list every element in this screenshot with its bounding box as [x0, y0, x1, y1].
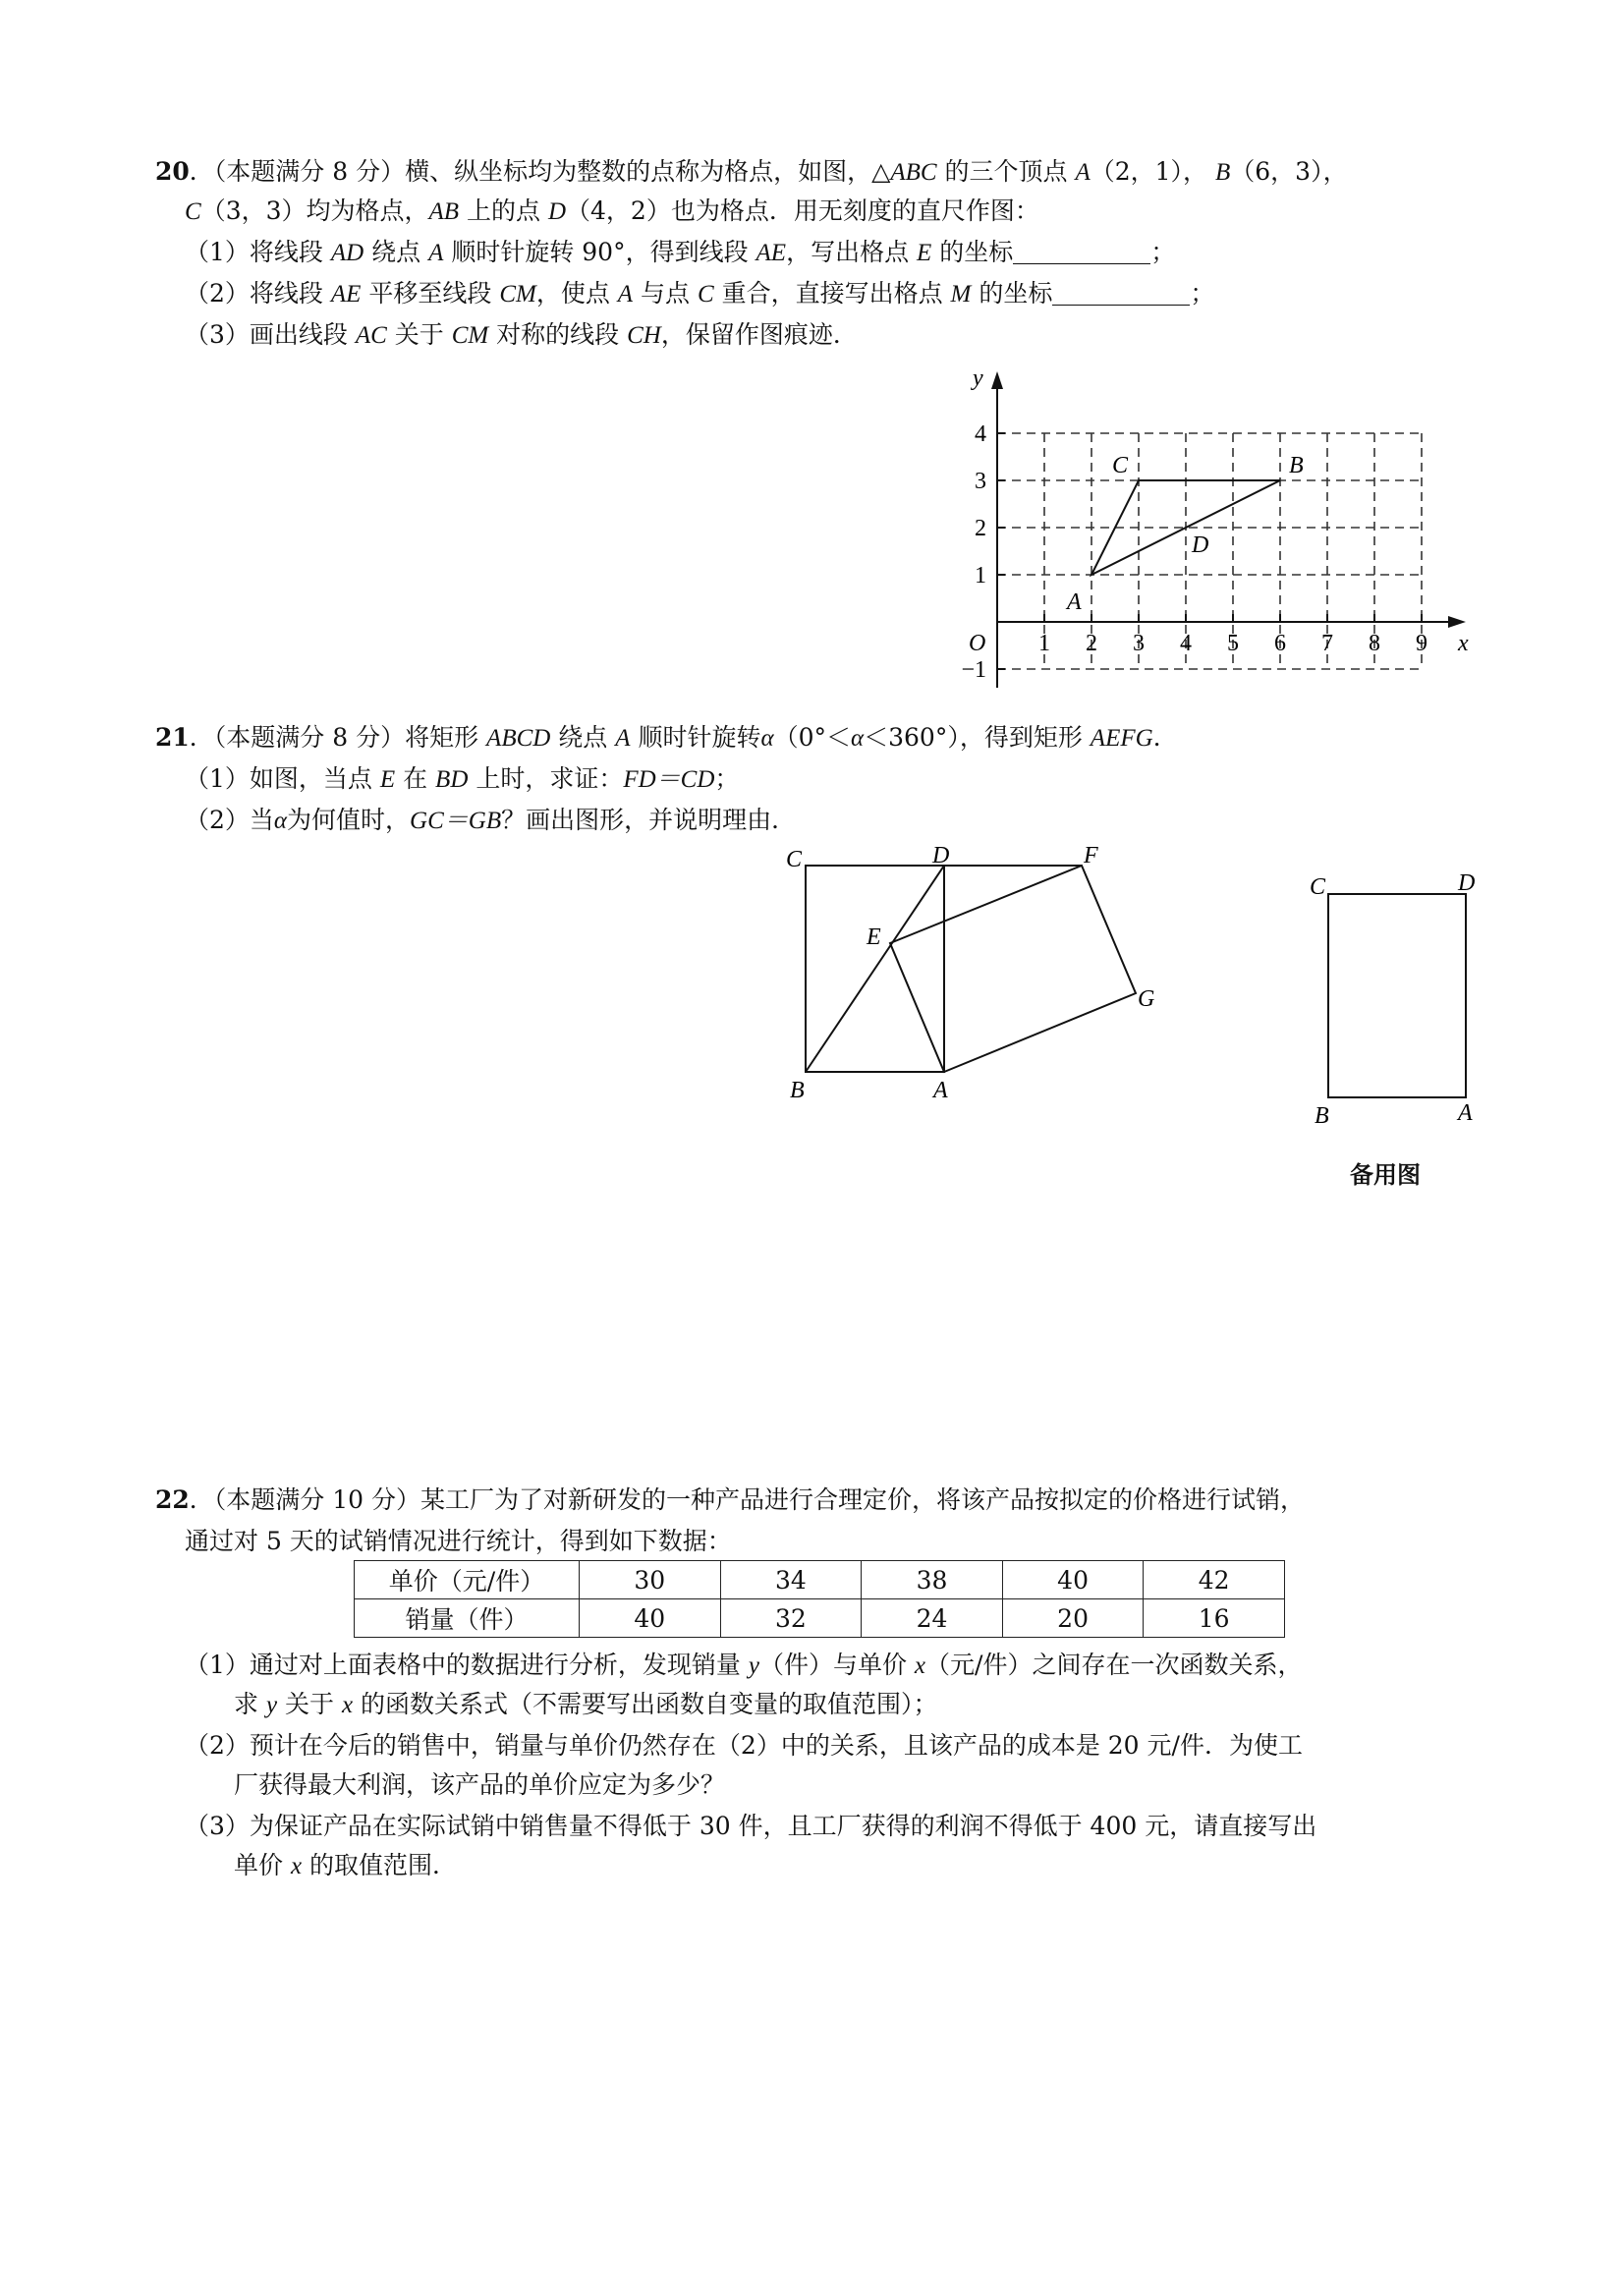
x-tick-label: 1: [1038, 631, 1050, 656]
table-row: [355, 1561, 1285, 1599]
x-tick-label: 2: [1086, 631, 1097, 656]
sales-table: [354, 1560, 1285, 1638]
fig21-label-g: G: [1138, 986, 1155, 1012]
q22-part2-line1: （2）预计在今后的销售中，销量与单价仍然存在（2）中的关系，且该产品的成本是 20 元/件．为使工: [185, 1731, 1303, 1760]
spare-label-d: D: [1458, 870, 1476, 896]
q22-part3-line2: 单价 x 的取值范围．: [234, 1851, 458, 1879]
q20-part3: （3）画出线段 AC 关于 CM 对称的线段 CH，保留作图痕迹．: [185, 320, 858, 349]
table-row: [355, 1599, 1285, 1638]
fig21-label-a: A: [933, 1078, 948, 1103]
fig21-label-c: C: [786, 847, 803, 872]
q22-part3-line1: （3）为保证产品在实际试销中销售量不得低于 30 件，且工厂获得的利润不得低于 400 元，请直接写出: [185, 1812, 1317, 1840]
y-tick-label: 1: [975, 563, 986, 588]
fig21-label-b: B: [790, 1078, 805, 1103]
table-cell: 24: [862, 1599, 1003, 1638]
q21-part2: （2）当α为何值时，GC＝GB？画出图形，并说明理由．: [185, 806, 797, 834]
x-axis-label: x: [1458, 631, 1469, 656]
q21-number: 21: [155, 723, 190, 752]
y-tick-label: 4: [975, 421, 986, 447]
rectangle-aefg: [890, 866, 1136, 1072]
q21-title: 21．（本题满分 8 分）将矩形 ABCD 绕点 A 顺时针旋转α（0°＜α＜360°），得到矩形 AEFG.: [155, 723, 1161, 752]
origin-label: O: [969, 631, 986, 656]
q22-line2: 通过对 5 天的试销情况进行统计，得到如下数据：: [185, 1527, 732, 1555]
fig21-label-f: F: [1084, 843, 1098, 868]
spare-rectangle: [1328, 894, 1466, 1097]
q22-number: 22: [155, 1485, 190, 1514]
table-cell: 30: [580, 1561, 721, 1599]
x-tick-label: 3: [1133, 631, 1145, 656]
segment-bd: [806, 866, 944, 1072]
q20-line2: C（3，3）均为格点，AB 上的点 D（4，2）也为格点．用无刻度的直尺作图：: [185, 196, 1039, 225]
q20-number: 20: [155, 157, 190, 186]
q22-title: 22．（本题满分 10 分）某工厂为了对新研发的一种产品进行合理定价，将该产品按拟定的价格进行试销，: [155, 1485, 1306, 1514]
table-header-cell: 销量（件）: [355, 1599, 580, 1638]
q22-part2-line2: 厂获得最大利润，该产品的单价应定为多少？: [234, 1770, 726, 1799]
spare-label-b: B: [1315, 1103, 1329, 1129]
x-tick-label: 4: [1180, 631, 1192, 656]
point-label-d: D: [1192, 532, 1209, 558]
table-cell: 42: [1144, 1561, 1285, 1599]
spare-figure-caption: 备用图: [1350, 1161, 1421, 1189]
x-tick-label: 5: [1227, 631, 1239, 656]
y-axis-label: y: [973, 365, 983, 391]
spare-label-a: A: [1458, 1100, 1473, 1126]
point-label-a: A: [1067, 589, 1082, 615]
point-label-c: C: [1112, 453, 1129, 478]
y-tick-label: −1: [961, 657, 986, 683]
x-tick-label: 7: [1321, 631, 1333, 656]
table-cell: 40: [580, 1599, 721, 1638]
y-tick-label: 2: [975, 516, 986, 541]
x-tick-label: 9: [1416, 631, 1427, 656]
table-cell: 40: [1002, 1561, 1144, 1599]
y-tick-label: 3: [975, 469, 986, 494]
fig21-label-d: D: [932, 843, 950, 868]
fig21-label-e: E: [867, 924, 881, 950]
table-cell: 34: [720, 1561, 862, 1599]
x-tick-label: 6: [1274, 631, 1286, 656]
q22-part1-line2: 求 y 关于 x 的函数关系式（不需要写出函数自变量的取值范围）；: [234, 1690, 938, 1718]
x-tick-label: 8: [1369, 631, 1380, 656]
table-cell: 16: [1144, 1599, 1285, 1638]
q20-part1: （1）将线段 AD 绕点 A 顺时针旋转 90°，得到线段 AE，写出格点 E 的坐标 ；: [185, 238, 1176, 266]
q21-part1: （1）如图，当点 E 在 BD 上时，求证：FD＝CD；: [185, 764, 740, 793]
table-cell: 20: [1002, 1599, 1144, 1638]
spare-label-c: C: [1310, 874, 1326, 900]
table-cell: 32: [720, 1599, 862, 1638]
q20-title: 20．（本题满分 8 分）横、纵坐标均为整数的点称为格点，如图，△ABC 的三个顶点 A（2，1）， B（6，3），: [155, 157, 1348, 186]
table-header-cell: 单价（元/件）: [355, 1561, 580, 1599]
table-cell: 38: [862, 1561, 1003, 1599]
q20-part2: （2）将线段 AE 平移至线段 CM，使点 A 与点 C 重合，直接写出格点 M 的坐标 ；: [185, 279, 1215, 308]
point-label-b: B: [1289, 453, 1304, 478]
q22-part1-line1: （1）通过对上面表格中的数据进行分析，发现销量 y（件）与单价 x（元/件）之间存在一次函数关系，: [185, 1651, 1303, 1679]
